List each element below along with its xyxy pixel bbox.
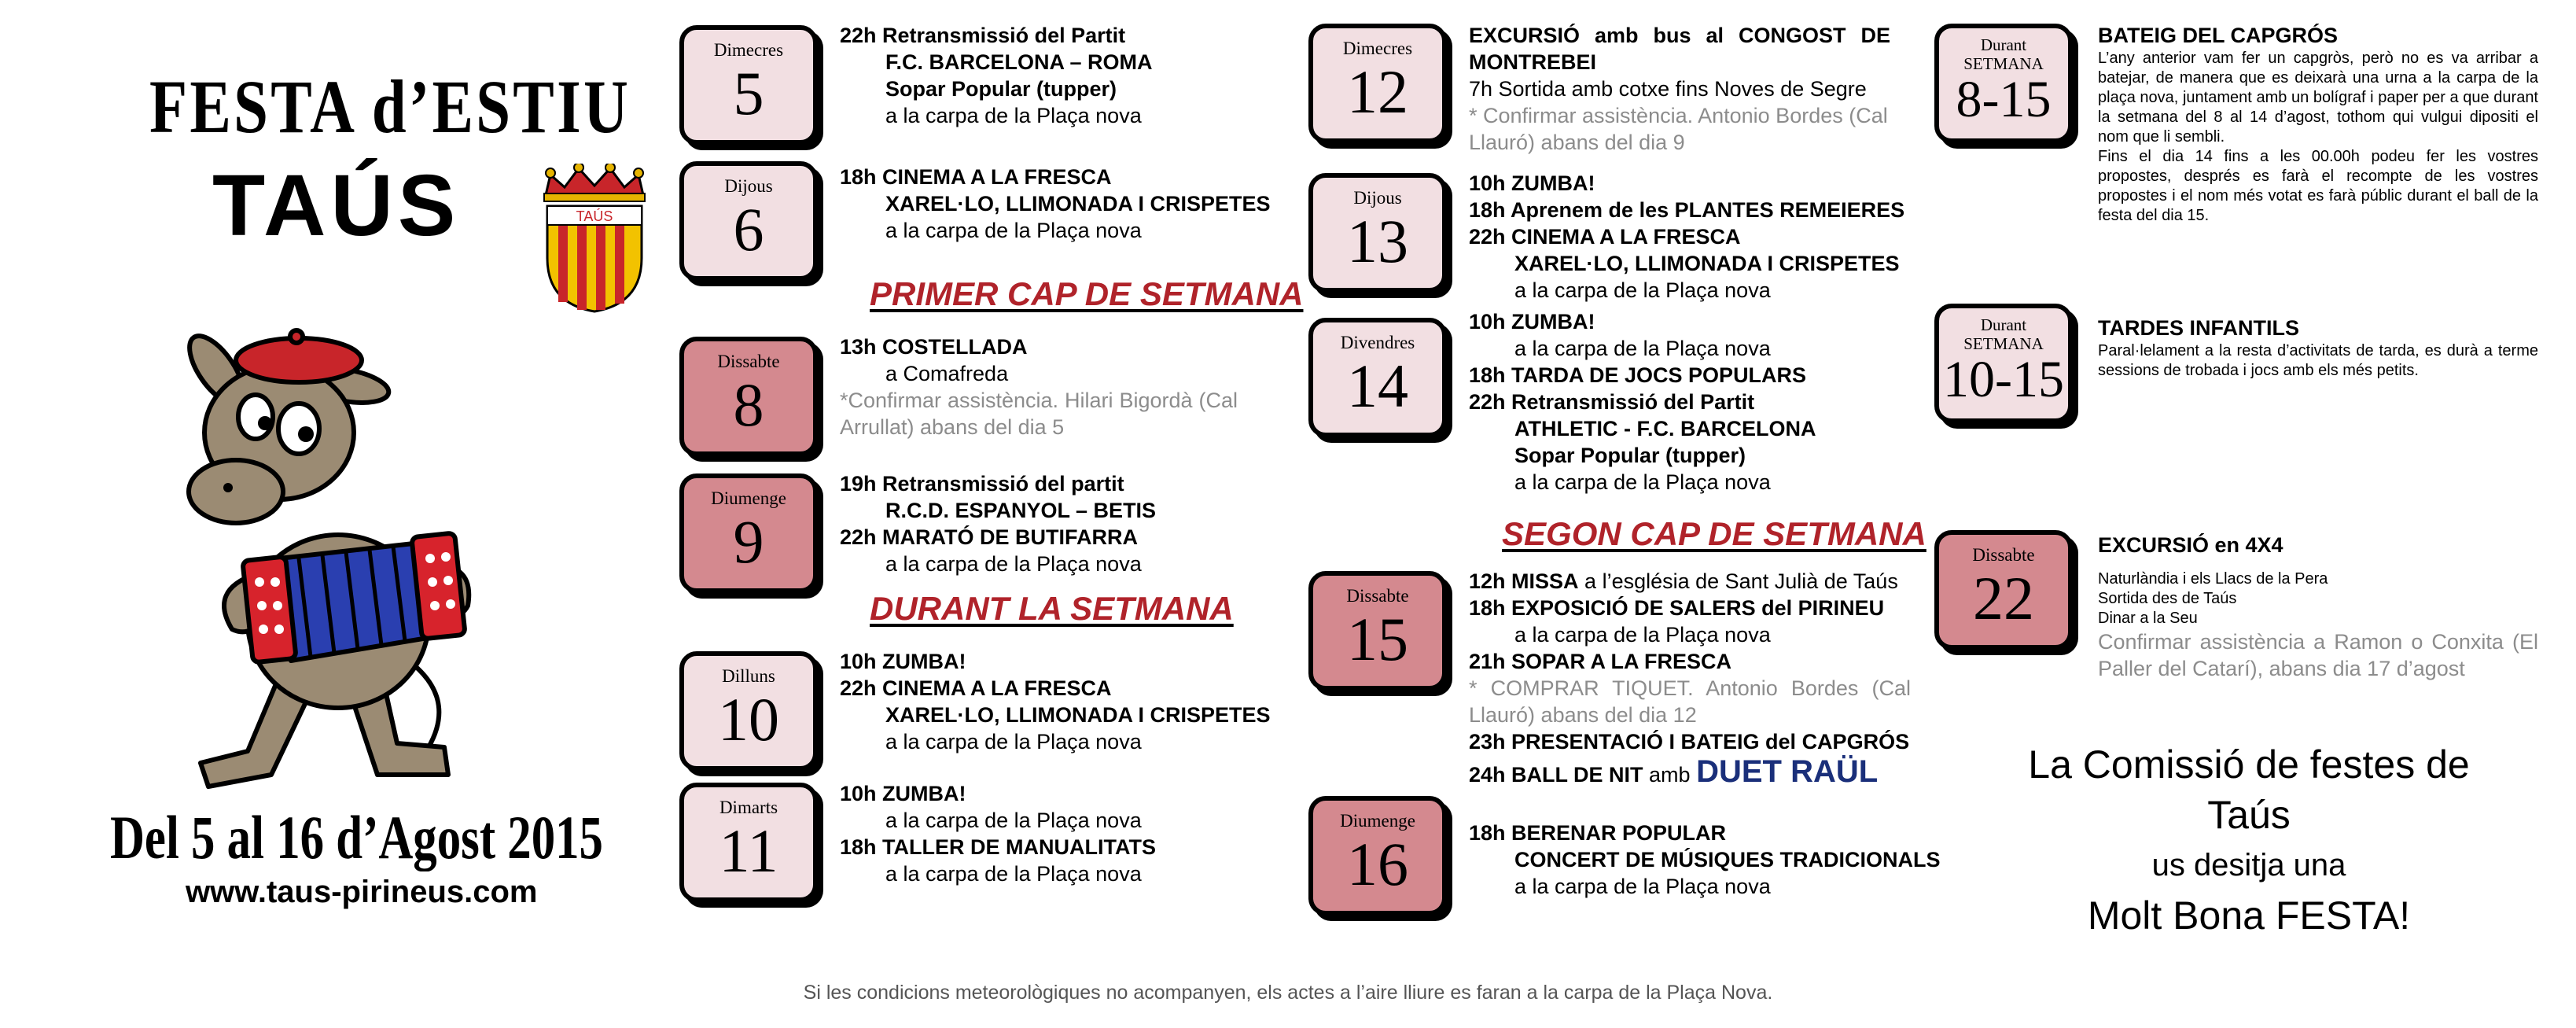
date-box-day: Diumenge xyxy=(1340,811,1415,831)
events-day-9 xyxy=(840,470,1156,577)
date-box-number: 13 xyxy=(1347,207,1408,276)
weather-footnote: Si les condicions meteorològiques no acompanyen, els actes a l’aire lliure es faran a la carpa de la Plaça Nova. xyxy=(803,982,1773,1004)
date-box-number: 10-15 xyxy=(1943,351,2064,409)
date-box-day: SETMANA xyxy=(1963,334,2044,354)
event-note: *Confirmar assistència. Hilari Bigordà (Cal Arrullat) abans del dia 5 xyxy=(840,389,1238,439)
date-box-8-15 xyxy=(1934,24,2073,143)
donkey-accordion-mascot-icon xyxy=(161,322,539,802)
closing-line: Taús xyxy=(2207,793,2291,837)
event-line: 10h ZUMBA! xyxy=(840,650,966,673)
town-shield-icon xyxy=(539,164,650,315)
events-day-12 xyxy=(1469,22,1890,156)
event-title: TARDES INFANTILS xyxy=(2098,316,2299,340)
event-line: 22h CINEMA A LA FRESCA xyxy=(1469,225,1741,249)
closing-line: La Comissió de festes de xyxy=(2028,742,2470,787)
closing-message xyxy=(1966,739,2532,941)
event-title: EXCURSIÓ en 4X4 xyxy=(2098,533,2283,557)
event-line: 10h ZUMBA! xyxy=(840,782,966,805)
date-box-day: Dilluns xyxy=(722,666,775,686)
event-line: 18h EXPOSICIÓ DE SALERS del PIRINEU xyxy=(1469,596,1885,620)
event-location: a la carpa de la Plaça nova xyxy=(885,219,1142,242)
event-line: XAREL·LO, LLIMONADA I CRISPETES xyxy=(885,703,1271,727)
website-link[interactable]: www.taus-pirineus.com xyxy=(186,875,538,909)
date-box-number: 22 xyxy=(1973,564,2034,633)
event-note: Confirmar assistència a Ramon o Conxita (El Paller del Catarí), abans dia 17 d’agost xyxy=(2098,630,2538,680)
date-box-day: Dimarts xyxy=(719,798,778,817)
event-line: 10h ZUMBA! xyxy=(1469,310,1595,333)
date-box-day: Diumenge xyxy=(711,488,786,508)
date-box-number: 8-15 xyxy=(1956,71,2052,129)
event-line: 18h CINEMA A LA FRESCA xyxy=(840,165,1112,189)
event-location: a la carpa de la Plaça nova xyxy=(885,552,1142,576)
date-box-day: Durant xyxy=(1980,35,2027,54)
event-description: L’any anterior vam fer un capgròs, però no es va arribar a batejar, de manera que es deixarà una urna a la carpa de la plaça nova, juntament amb un bolígraf i paper per a que durant la setmana del 8 al 14 d’agost, tothom qui vulgui dipositi el nom que li sembli. xyxy=(2098,50,2538,146)
event-line: Naturlàndia i els Llacs de la Pera xyxy=(2098,570,2328,588)
event-line: 22h MARATÓ DE BUTIFARRA xyxy=(840,525,1139,549)
date-box-number: 5 xyxy=(733,59,764,128)
event-location: a la carpa de la Plaça nova xyxy=(885,730,1142,753)
date-box-number: 6 xyxy=(733,195,764,264)
event-line: CONCERT DE MÚSIQUES TRADICIONALS xyxy=(1514,848,1941,871)
event-location: a la carpa de la Plaça nova xyxy=(1514,875,1771,898)
event-location: a la carpa de la Plaça nova xyxy=(885,862,1142,886)
event-line: 18h TARDA DE JOCS POPULARS xyxy=(1469,363,1807,387)
date-box-day: Dissabte xyxy=(1346,586,1409,606)
date-box-number: 14 xyxy=(1347,352,1408,421)
date-box-9 xyxy=(679,473,818,593)
event-location: a la carpa de la Plaça nova xyxy=(885,809,1142,832)
date-box-12 xyxy=(1308,24,1447,143)
event-line: 22h CINEMA A LA FRESCA xyxy=(840,676,1112,700)
event-description: Fins el dia 14 fins a les 00.00h podeu fer les vostres propostes, després es farà el recompte de les vostres propostes i el nom més votat es farà públic durant el ball de la festa del dia 15. xyxy=(2098,148,2538,224)
festival-dates: Del 5 al 16 d’Agost 2015 xyxy=(110,803,603,871)
event-line: 13h COSTELLADA xyxy=(840,335,1028,359)
poster-title: FESTA d’ESTIU xyxy=(149,64,631,149)
events-day-11 xyxy=(840,780,1156,887)
events-day-14 xyxy=(1469,308,1816,496)
event-title: BATEIG DEL CAPGRÓS xyxy=(2098,24,2339,47)
date-box-number: 8 xyxy=(733,370,764,440)
event-location: a la carpa de la Plaça nova xyxy=(1514,470,1771,494)
date-box-day: Dimecres xyxy=(1342,39,1413,58)
date-box-number: 15 xyxy=(1347,605,1408,674)
date-box-day: Dijous xyxy=(724,176,773,196)
date-box-day: Dimecres xyxy=(713,40,784,60)
date-box-10 xyxy=(679,651,818,771)
date-box-day: Dissabte xyxy=(1972,545,2035,565)
event-line: 18h BERENAR POPULAR xyxy=(1469,821,1727,845)
event-location: a la carpa de la Plaça nova xyxy=(1514,278,1771,302)
date-box-22 xyxy=(1934,530,2073,650)
event-location: a la carpa de la Plaça nova xyxy=(885,104,1142,127)
event-line: F.C. BARCELONA – ROMA xyxy=(885,50,1153,74)
date-box-10-15 xyxy=(1934,304,2073,423)
date-box-15 xyxy=(1308,571,1447,691)
date-box-day: SETMANA xyxy=(1963,54,2044,74)
event-line: 12h MISSA xyxy=(1469,569,1579,593)
event-line: Dinar a la Seu xyxy=(2098,610,2198,627)
band-name: DUET RAÜL xyxy=(1696,754,1879,789)
town-name: TAÚS xyxy=(212,157,461,254)
date-box-6 xyxy=(679,161,818,281)
event-line: 22h Retransmissió del Partit xyxy=(1469,390,1755,414)
date-box-5 xyxy=(679,25,818,145)
event-line: 24h BALL DE NIT xyxy=(1469,763,1643,787)
date-box-day: Dijous xyxy=(1353,188,1402,208)
event-line: 7h Sortida amb cotxe fins Noves de Segre xyxy=(1469,77,1867,101)
event-line: 23h PRESENTACIÓ I BATEIG del CAPGRÓS xyxy=(1469,730,1910,753)
event-text: amb xyxy=(1643,763,1697,787)
closing-line: us desitja una xyxy=(2151,848,2346,882)
date-box-13 xyxy=(1308,173,1447,293)
date-box-number: 9 xyxy=(733,507,764,577)
event-location: a Comafreda xyxy=(885,362,1009,385)
date-box-day: Dissabte xyxy=(717,352,780,371)
shield-label: TAÚS xyxy=(576,208,613,224)
events-day-5 xyxy=(840,22,1153,129)
event-location: a l’església de Sant Julià de Taús xyxy=(1578,569,1898,593)
date-box-number: 16 xyxy=(1347,830,1408,899)
events-day-6 xyxy=(840,164,1271,244)
date-box-number: 11 xyxy=(719,816,778,886)
section-during-week: DURANT LA SETMANA xyxy=(870,590,1234,627)
events-day-15 xyxy=(1469,568,1911,788)
date-box-day: Divendres xyxy=(1340,333,1415,352)
event-line: XAREL·LO, LLIMONADA I CRISPETES xyxy=(885,192,1271,216)
date-box-number: 12 xyxy=(1347,57,1408,127)
closing-line: Molt Bona FESTA! xyxy=(2087,894,2411,938)
event-line: EXCURSIÓ amb bus al CONGOST DE MONTREBEI xyxy=(1469,24,1890,74)
event-line: 18h TALLER DE MANUALITATS xyxy=(840,835,1156,859)
event-line: ATHLETIC - F.C. BARCELONA xyxy=(1514,417,1816,440)
infantils-info xyxy=(2098,315,2538,381)
date-box-14 xyxy=(1308,318,1447,437)
events-day-16 xyxy=(1469,820,1941,900)
event-line: 18h Aprenem de les PLANTES REMEIERES xyxy=(1469,198,1905,222)
event-line: 10h ZUMBA! xyxy=(1469,171,1595,195)
event-line: Sopar Popular (tupper) xyxy=(885,77,1117,101)
date-box-day: Durant xyxy=(1980,315,2027,334)
events-day-10 xyxy=(840,648,1271,755)
event-line: XAREL·LO, LLIMONADA I CRISPETES xyxy=(1514,252,1900,275)
event-location: a la carpa de la Plaça nova xyxy=(1514,623,1771,647)
events-day-8 xyxy=(840,333,1238,440)
event-line: Sopar Popular (tupper) xyxy=(1514,444,1746,467)
event-note: * Confirmar assistència. Antonio Bordes (Cal Llauró) abans del dia 9 xyxy=(1469,104,1888,154)
event-line: R.C.D. ESPANYOL – BETIS xyxy=(885,499,1157,522)
event-location: a la carpa de la Plaça nova xyxy=(1514,337,1771,360)
event-line: 22h Retransmissió del Partit xyxy=(840,24,1126,47)
event-line: 19h Retransmissió del partit xyxy=(840,472,1124,496)
date-box-11 xyxy=(679,783,818,902)
date-box-8 xyxy=(679,337,818,456)
event-note: * COMPRAR TIQUET. Antonio Bordes (Cal Llauró) abans del dia 12 xyxy=(1469,676,1911,727)
capgros-info xyxy=(2098,22,2538,226)
events-day-22 xyxy=(2098,532,2538,682)
event-line: 21h SOPAR A LA FRESCA xyxy=(1469,650,1732,673)
event-line: Sortida des de Taús xyxy=(2098,590,2237,607)
section-second-weekend: SEGON CAP DE SETMANA xyxy=(1502,515,1926,552)
event-description: Paral·lelament a la resta d’activitats de tarda, es durà a terme sessions de trobada i jocs amb els més petits. xyxy=(2098,342,2538,379)
events-day-13 xyxy=(1469,170,1904,304)
date-box-number: 10 xyxy=(718,685,779,754)
date-box-16 xyxy=(1308,796,1447,916)
section-first-weekend: PRIMER CAP DE SETMANA xyxy=(870,275,1304,312)
